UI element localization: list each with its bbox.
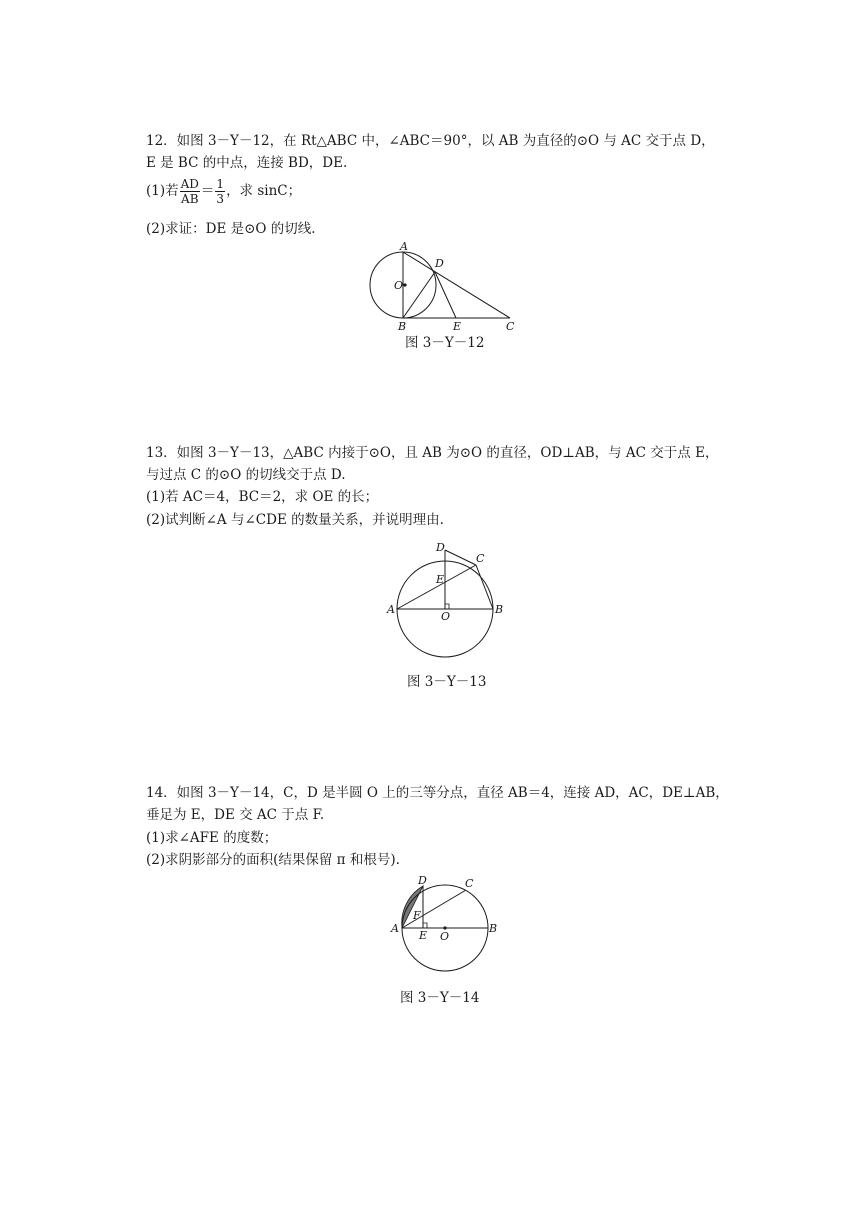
p13-segment-bc — [476, 565, 493, 609]
p12-figure — [360, 240, 530, 335]
p12-label-a: A — [400, 240, 408, 253]
p13-label-d: D — [436, 541, 445, 554]
p12-fraction-ad-ab — [180, 177, 200, 206]
p12-segment-de — [435, 272, 456, 318]
p12-stem-line2: E 是 BC 的中点，连接 BD，DE. — [146, 155, 348, 171]
p12-question2: (2)求证：DE 是⊙O 的切线. — [146, 221, 316, 237]
p13-figure — [380, 540, 510, 665]
p13-stem-line1: 13．如图 3－Y－13，△ABC 内接于⊙O，且 AB 为⊙O 的直径，OD⊥AB，与 AC 交于点 E， — [146, 445, 719, 461]
p14-figure-caption: 图 3－Y－14 — [400, 990, 480, 1006]
p13-tangent-dc — [445, 550, 476, 565]
p12-frac-denominator: AB — [181, 192, 199, 206]
p12-segment-bd — [403, 272, 435, 318]
p13-segment-ac — [397, 565, 476, 609]
p12-fraction-one-third — [215, 177, 225, 206]
p12-q1-prefix: (1)若 — [146, 183, 179, 199]
p12-center-dot — [403, 283, 406, 286]
p14-label-c: C — [465, 877, 474, 890]
p13-question2: (2)试判断∠A 与∠CDE 的数量关系，并说明理由. — [146, 512, 444, 528]
p12-figure-caption: 图 3－Y－12 — [405, 335, 485, 351]
p14-label-a: A — [391, 922, 399, 935]
p14-stem-line1: 14．如图 3－Y－14，C，D 是半圆 O 上的三等分点，直径 AB＝4，连接 AD，AC，DE⊥AB， — [146, 785, 729, 801]
p14-label-d: D — [418, 874, 427, 887]
p13-label-o: O — [441, 610, 451, 623]
p14-question1: (1)求∠AFE 的度数； — [146, 830, 278, 846]
p13-label-c: C — [476, 552, 485, 565]
p13-label-e: E — [436, 573, 445, 586]
p12-stem-line1: 12．如图 3－Y－12，在 Rt△ABC 中，∠ABC＝90°，以 AB 为直径的⊙O 与 AC 交于点 D， — [146, 133, 715, 149]
p12-label-c: C — [506, 320, 515, 333]
p12-q1-equals: ＝ — [200, 183, 215, 199]
p13-figure-caption: 图 3－Y－13 — [407, 674, 487, 690]
p12-label-b: B — [398, 320, 407, 333]
p12-q1-suffix: ，求 sinC； — [226, 183, 302, 199]
p14-right-angle-mark — [423, 923, 427, 928]
p13-stem-line2: 与过点 C 的⊙O 的切线交于点 D. — [146, 467, 346, 483]
p12-frac-numerator: AD — [180, 177, 199, 191]
p12-label-e: E — [453, 320, 462, 333]
p14-figure — [380, 872, 505, 977]
p14-label-e: E — [419, 929, 428, 942]
p13-right-angle-mark — [445, 604, 449, 609]
p12-segment-ac — [403, 252, 510, 318]
p12-question1 — [146, 177, 746, 206]
p14-label-b: B — [489, 922, 498, 935]
p13-question1: (1)若 AC＝4，BC＝2，求 OE 的长； — [146, 489, 379, 505]
p12-label-d: D — [435, 257, 444, 270]
p13-label-a: A — [387, 603, 395, 616]
p14-label-f: F — [413, 909, 421, 922]
p13-label-b: B — [495, 603, 504, 616]
p12-label-o: O — [394, 279, 404, 292]
p14-stem-line2: 垂足为 E，DE 交 AC 于点 F. — [146, 807, 325, 823]
p14-label-o: O — [440, 930, 450, 943]
p12-frac2-denominator: 3 — [216, 192, 225, 206]
p14-question2: (2)求阴影部分的面积(结果保留 π 和根号). — [146, 852, 400, 868]
p12-frac2-numerator: 1 — [216, 177, 225, 191]
